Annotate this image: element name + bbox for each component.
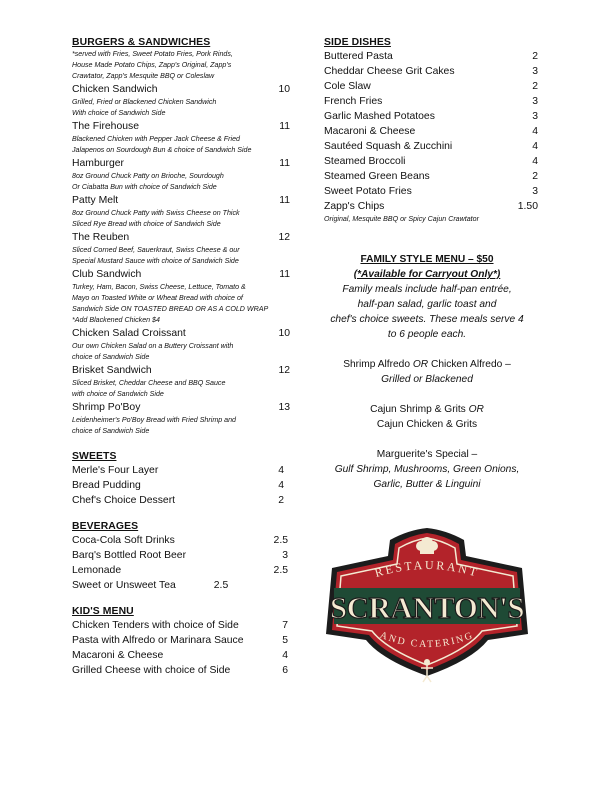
menu-item: [72, 400, 290, 415]
beverages-heading: BEVERAGES: [72, 521, 139, 532]
menu-item-name: Buttered Pasta: [324, 51, 393, 62]
menu-item-price: 4: [282, 650, 288, 661]
menu-item-name: Cole Slaw: [324, 81, 371, 92]
family-desc-line: Family meals include half-pan entrée,: [342, 284, 512, 295]
menu-item: [72, 618, 288, 633]
menu-item: [72, 633, 288, 648]
menu-item: [324, 154, 538, 169]
menu-item-desc: Mayo on Toasted White or Wheat Bread with choice of: [72, 294, 243, 302]
family-style-section: [316, 252, 538, 492]
menu-item-name: The Reuben: [72, 232, 130, 243]
menu-item-price: 2.5: [213, 580, 229, 591]
sides-list: [324, 49, 538, 214]
menu-item: [324, 139, 538, 154]
menu-item-name: Chicken Tenders with choice of Side: [72, 620, 239, 631]
menu-item-name: Garlic Mashed Potatoes: [324, 111, 435, 122]
menu-item-name: Chicken Salad Croissant: [72, 328, 186, 339]
menu-item-name: Lemonade: [72, 565, 122, 576]
menu-item-name: Steamed Green Beans: [324, 171, 430, 182]
menu-item-name: Bread Pudding: [72, 480, 141, 491]
menu-item-price: 5: [282, 635, 288, 646]
menu-item-name: Brisket Sandwich: [72, 365, 152, 376]
menu-item-desc: Sliced Corned Beef, Sauerkraut, Swiss Cheese & our: [72, 246, 240, 254]
beverages-section: [72, 520, 288, 593]
logo-name-text: SCRANTON'S: [329, 590, 525, 625]
menu-item-name: Shrimp Po'Boy: [72, 402, 141, 413]
menu-item-price: 10: [278, 328, 290, 339]
menu-item-name: Cheddar Cheese Grit Cakes: [324, 66, 455, 77]
menu-item-price: 4: [532, 156, 538, 167]
menu-item-desc: Special Mustard Sauce with choice of Sandwich Side: [72, 257, 239, 265]
beverages-list: [72, 533, 288, 593]
menu-item-name: Chicken Sandwich: [72, 84, 158, 95]
menu-item: [72, 363, 290, 378]
sweets-section: [72, 450, 284, 508]
menu-item-name: Coca-Cola Soft Drinks: [72, 535, 175, 546]
menu-item-desc: Blackened Chicken with Pepper Jack Cheese & Fried: [72, 135, 240, 143]
menu-item-name: French Fries: [324, 96, 383, 107]
menu-item-name: Sweet Potato Fries: [324, 186, 412, 197]
sweets-list: [72, 463, 284, 508]
menu-item: [72, 193, 290, 208]
menu-item-price: 11: [279, 269, 290, 280]
burger-list: [72, 82, 290, 437]
menu-item-name: Grilled Cheese with choice of Side: [72, 665, 231, 676]
menu-item-price: 3: [282, 550, 288, 561]
chips-note: Original, Mesquite BBQ or Spicy Cajun Crawtator: [324, 215, 479, 223]
menu-item-price: 4: [532, 141, 538, 152]
menu-item-price: 4: [278, 480, 284, 491]
family-option-3-detail: Garlic, Butter & Linguini: [373, 479, 481, 490]
kids-list: [72, 618, 288, 678]
menu-item-price: 2.5: [273, 565, 288, 576]
menu-item: [324, 94, 538, 109]
menu-item-desc: Leidenheimer's Po'Boy Bread with Fried Shrimp and: [72, 416, 236, 424]
menu-item-name: Chef's Choice Dessert: [72, 495, 176, 506]
menu-item-desc: Grilled, Fried or Blackened Chicken Sandwich: [72, 98, 217, 106]
menu-item-name: Pasta with Alfredo or Marinara Sauce: [72, 635, 244, 646]
menu-item-price: 4: [278, 465, 284, 476]
menu-item-price: 7: [282, 620, 288, 631]
menu-item-price: 2: [278, 495, 284, 506]
sides-heading: SIDE DISHES: [324, 37, 391, 48]
menu-item: [72, 119, 290, 134]
menu-item-price: 13: [278, 402, 290, 413]
menu-item: [324, 124, 538, 139]
menu-item-price: 11: [279, 195, 290, 206]
menu-item-desc: With choice of Sandwich Side: [72, 109, 166, 117]
family-option-1: [316, 357, 538, 372]
menu-item-price: 10: [278, 84, 290, 95]
family-desc-line: chef's choice sweets. These meals serve 4: [330, 314, 524, 325]
menu-item-name: The Firehouse: [72, 121, 139, 132]
menu-item: [324, 79, 538, 94]
menu-item: [324, 49, 538, 64]
menu-item: [324, 64, 538, 79]
menu-item: [324, 199, 538, 214]
menu-item-name: Patty Melt: [72, 195, 119, 206]
menu-item: [72, 326, 290, 341]
menu-item-desc: Jalapenos on Sourdough Bun & choice of Sandwich Side: [72, 146, 252, 154]
menu-item-desc: Turkey, Ham, Bacon, Swiss Cheese, Lettuce, Tomato &: [72, 283, 246, 291]
menu-item-price: 3: [532, 96, 538, 107]
menu-item-name: Barq's Bottled Root Beer: [72, 550, 187, 561]
menu-item-price: 3: [532, 66, 538, 77]
option-text: Shrimp Alfredo: [343, 359, 413, 370]
menu-item: [72, 156, 290, 171]
menu-item-desc: 8oz Ground Chuck Patty on Brioche, Sourdough: [72, 172, 224, 180]
menu-item-price: 2: [532, 81, 538, 92]
menu-item: [72, 82, 290, 97]
menu-item: [72, 533, 288, 548]
menu-item-name: Sweet or Unsweet Tea: [72, 580, 176, 591]
scrantons-logo: [324, 522, 530, 690]
logo-bottom-text: AND CATERING: [378, 629, 476, 651]
side-dishes-section: [324, 36, 538, 225]
menu-item: [72, 663, 288, 678]
menu-item: [72, 578, 288, 593]
menu-item-price: 3: [532, 186, 538, 197]
menu-item-name: Macaroni & Cheese: [72, 650, 164, 661]
menu-item-price: 2: [532, 51, 538, 62]
logo-top-text: RESTAURANT: [373, 557, 481, 581]
menu-item: [72, 493, 284, 508]
burgers-heading: BURGERS & SANDWICHES: [72, 37, 211, 48]
family-desc-line: to 6 people each.: [387, 329, 467, 340]
menu-item-desc: choice of Sandwich Side: [72, 353, 150, 361]
menu-item: [72, 463, 284, 478]
menu-item-price: 6: [282, 665, 288, 676]
family-subtitle: (*Available for Carryout Only*): [353, 269, 501, 280]
menu-item-price: 11: [279, 121, 290, 132]
menu-item-price: 11: [279, 158, 290, 169]
menu-item-desc: with choice of Sandwich Side: [72, 390, 164, 398]
menu-item: [72, 230, 290, 245]
option-text: Cajun Shrimp & Grits: [370, 404, 469, 415]
kids-section: [72, 605, 288, 678]
menu-item-desc: Or Ciabatta Bun with choice of Sandwich Side: [72, 183, 217, 191]
menu-item-price: 2: [532, 171, 538, 182]
burgers-note: [72, 49, 290, 82]
burgers-note-line: House Made Potato Chips, Zapp's Original, Zapp's: [72, 61, 232, 69]
menu-item-name: Zapp's Chips: [324, 201, 385, 212]
left-column: [72, 36, 290, 437]
family-option-2: [316, 402, 538, 417]
menu-item-name: Macaroni & Cheese: [324, 126, 416, 137]
option-text: Chicken Alfredo –: [428, 359, 511, 370]
menu-item: [72, 478, 284, 493]
menu-item-desc: 8oz Ground Chuck Patty with Swiss Cheese on Thick: [72, 209, 240, 217]
menu-item-name: Hamburger: [72, 158, 124, 169]
kids-heading: KID'S MENU: [72, 606, 134, 617]
menu-item: [72, 267, 290, 282]
family-option-3-detail: Gulf Shrimp, Mushrooms, Green Onions,: [334, 464, 520, 475]
menu-item-desc: Sliced Brisket, Cheddar Cheese and BBQ Sauce: [72, 379, 226, 387]
menu-item-desc: *Add Blackened Chicken $4: [72, 316, 160, 324]
menu-item-name: Merle's Four Layer: [72, 465, 159, 476]
menu-item: [324, 169, 538, 184]
burgers-note-line: Crawtator, Zapp's Mesquite BBQ or Coleslaw: [72, 72, 215, 80]
menu-item-name: Steamed Broccoli: [324, 156, 406, 167]
option-or: OR: [468, 404, 484, 415]
menu-item: [72, 548, 288, 563]
sweets-heading: SWEETS: [72, 451, 117, 462]
menu-item-price: 4: [532, 126, 538, 137]
family-option-1-detail: Grilled or Blackened: [381, 374, 473, 385]
family-desc-line: half-pan salad, garlic toast and: [357, 299, 497, 310]
family-option-3: Marguerite's Special –: [376, 449, 478, 460]
menu-item-desc: Sandwich Side ON TOASTED BREAD OR AS A COLD WRAP: [72, 305, 269, 313]
menu-item: [72, 563, 288, 578]
menu-item: [72, 648, 288, 663]
menu-item-price: 1.50: [517, 201, 538, 212]
burgers-note-line: *served with Fries, Sweet Potato Fries, Pork Rinds,: [72, 50, 233, 58]
menu-item: [324, 109, 538, 124]
menu-item-desc: choice of Sandwich Side: [72, 427, 150, 435]
menu-item-price: 12: [278, 365, 290, 376]
menu-item-price: 3: [532, 111, 538, 122]
family-title: FAMILY STYLE MENU – $50: [360, 254, 494, 265]
menu-item-desc: Our own Chicken Salad on a Buttery Croissant with: [72, 342, 234, 350]
family-option-2-detail: Cajun Chicken & Grits: [376, 419, 478, 430]
menu-item-name: Sautéed Squash & Zucchini: [324, 141, 453, 152]
menu-item-price: 12: [278, 232, 290, 243]
option-or: OR: [412, 359, 429, 370]
menu-item-name: Club Sandwich: [72, 269, 142, 280]
menu-item-price: 2.5: [273, 535, 288, 546]
menu-item-desc: Sliced Rye Bread with choice of Sandwich Side: [72, 220, 221, 228]
menu-item: [324, 184, 538, 199]
